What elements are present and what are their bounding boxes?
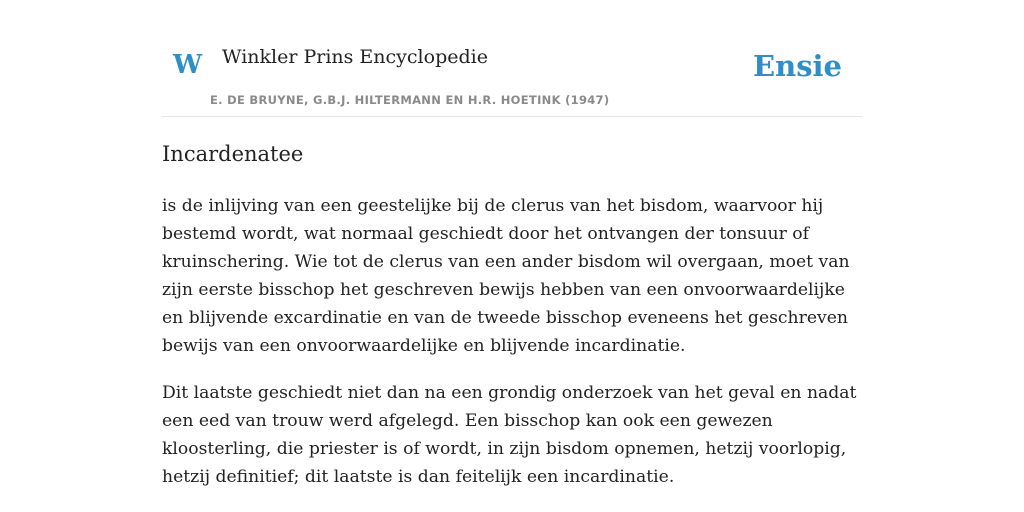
source-header <box>162 0 862 117</box>
winkler-prins-logo[interactable]: W <box>173 50 203 80</box>
article-paragraph-1: is de inlijving van een geestelijke bij de clerus van het bisdom, waarvoor hij bestemd wordt, wat normaal geschiedt door het ontvangen der tonsuur of kruinschering. Wie tot de clerus van een ander bisdom wil overgaan, moet van zijn eerste bisschop het geschreven bewijs hebben van een onvoorwaardelijke en blijvende excardinatie en van de tweede bisschop eveneens het geschreven bewijs van een onvoorwaardelijke en blijvende incardinatie. <box>162 196 850 356</box>
source-title[interactable]: Winkler Prins Encyclopedie <box>222 46 488 68</box>
article <box>162 138 862 491</box>
article-title: Incardenatee <box>162 142 304 166</box>
ensie-brand-logo[interactable]: Ensie <box>753 49 842 83</box>
article-paragraph-2: Dit laatste geschiedt niet dan na een grondig onderzoek van het geval en nadat een eed van trouw werd afgelegd. Een bisschop kan ook een gewezen kloosterling, die priester is of wordt, in zijn bisdom opnemen, hetzij voorlopig, hetzij definitief; dit laatste is dan feitelijk een incardinatie. <box>162 383 857 487</box>
source-authors: E. DE BRUYNE, G.B.J. HILTERMANN EN H.R. HOETINK (1947) <box>210 93 610 107</box>
